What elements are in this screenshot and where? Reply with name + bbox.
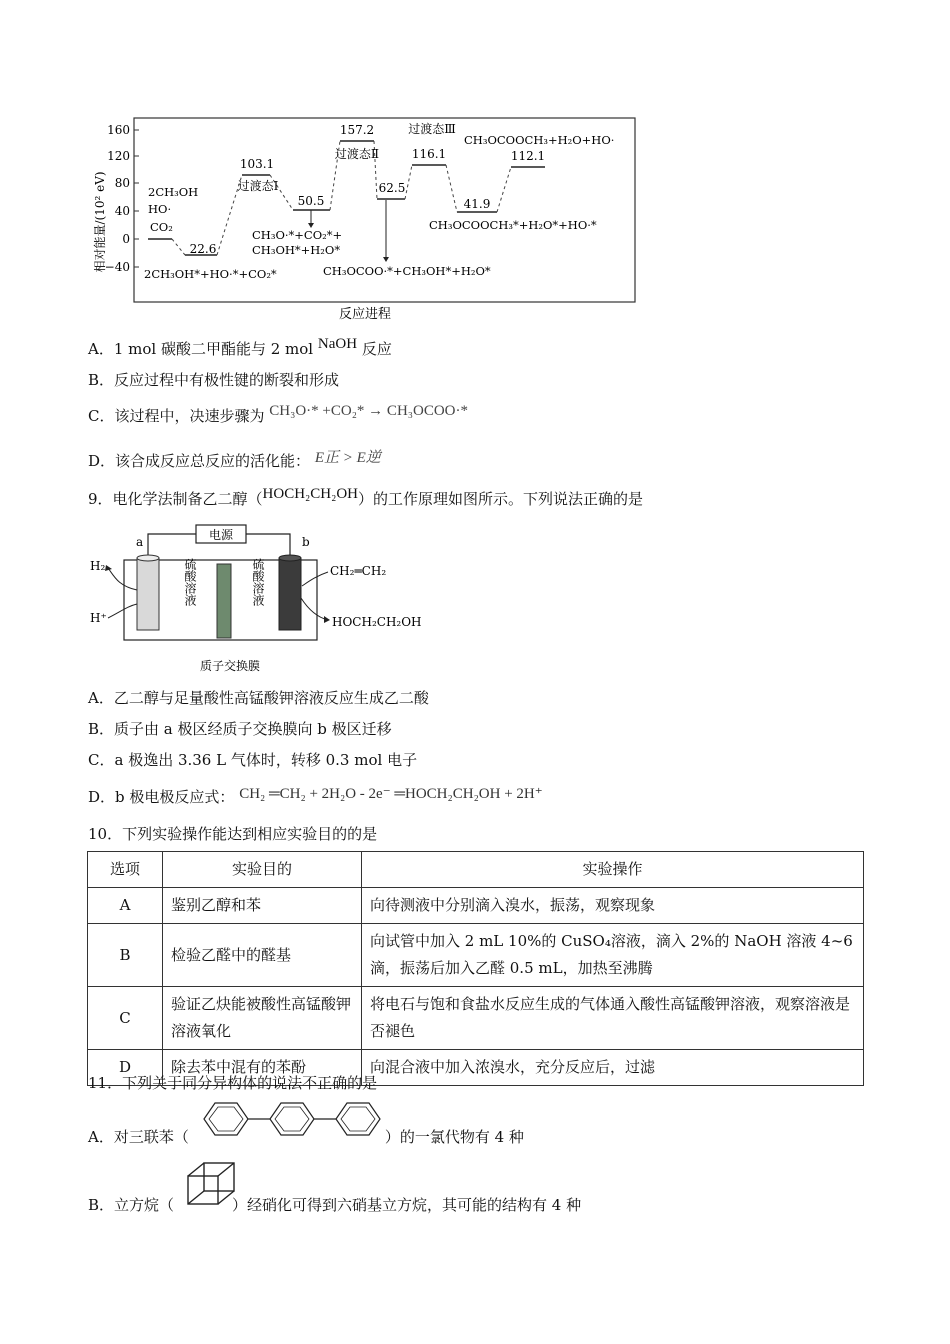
q11-option-b: B．立方烷（ ）经硝化可得到六硝基立方烷，其可能的结构有 4 种: [88, 1196, 582, 1214]
table-row: [88, 924, 864, 987]
ytick: 160: [107, 123, 130, 137]
table-header-row: [88, 852, 864, 888]
q9-stem: 9．电化学法制备乙二醇（HOCH₂CH₂OH）的工作原理如图所示。下列说法正确的是: [88, 486, 644, 508]
level-value: 62.5: [378, 181, 406, 195]
table-cell-purpose: 验证乙炔能被酸性高锰酸钾溶液氧化: [163, 987, 362, 1050]
level-value: 50.5: [297, 194, 325, 208]
table-row: [88, 888, 864, 924]
species-label: HO·: [148, 202, 172, 216]
hplus-label: H⁺: [90, 611, 107, 625]
table-cell-operation: 向试管中加入 2 mL 10%的 CuSO₄溶液，滴入 2%的 NaOH 溶液 4~6 滴，振荡后加入乙醛 0.5 mL，加热至沸腾: [362, 924, 864, 987]
table-cell-operation: 将电石与饱和食盐水反应生成的气体通入酸性高锰酸钾溶液，观察溶液是否褪色: [362, 987, 864, 1050]
q11-stem: 11．下列关于同分异构体的说法不正确的是: [88, 1074, 378, 1092]
table-row: [88, 987, 864, 1050]
q8-option-d: D．该合成反应总反应的活化能： E正 > E逆: [88, 450, 381, 470]
table-cell-option: B: [88, 924, 163, 987]
table-cell-option: D: [88, 1050, 163, 1086]
glycol-label: HOCH₂CH₂OH: [332, 615, 422, 629]
species-label: 2CH₃OH*+HO·*+CO₂*: [144, 267, 277, 281]
table-cell-purpose: 除去苯中混有的苯酚: [163, 1050, 362, 1086]
ytick: −40: [104, 260, 130, 274]
table-cell-operation: 向待测液中分别滴入溴水，振荡，观察现象: [362, 888, 864, 924]
ts2-label: 过渡态Ⅱ: [334, 147, 380, 161]
energy-diagram: [90, 112, 650, 327]
electrolysis-diagram: [88, 520, 438, 678]
electrode-a-label: a: [136, 535, 144, 549]
q8-option-b: B．反应过程中有极性键的断裂和形成: [88, 371, 340, 389]
ethylene-label: CH₂═CH₂: [330, 564, 387, 578]
level-value: 112.1: [510, 149, 546, 163]
q9-option-c: C．a 极逸出 3.36 L 气体时，转移 0.3 mol 电子: [88, 751, 418, 769]
species-label: CO₂: [150, 220, 173, 234]
level-value: 157.2: [339, 123, 375, 137]
ytick: 120: [107, 149, 130, 163]
table-header-cell: 选项: [88, 852, 163, 888]
species-label: CH₃O·*+CO₂*+: [252, 228, 343, 242]
species-label: CH₃OCOO·*+CH₃OH*+H₂O*: [323, 264, 491, 278]
species-label: CH₃OCOOCH₃+H₂O+HO·: [464, 133, 615, 147]
table-cell-operation: 向混合液中加入浓溴水，充分反应后，过滤: [362, 1050, 864, 1086]
q9-option-d: D．b 极电极反应式： CH₂ ═CH₂ + 2H₂O - 2e⁻ ═HOCH₂CH₂OH + 2H⁺: [88, 786, 543, 806]
membrane-label: 质子交换膜: [199, 659, 261, 673]
terphenyl-structure: [198, 1099, 394, 1139]
species-label: CH₃OH*+H₂O*: [252, 243, 341, 257]
ts3-label: 过渡态Ⅲ: [408, 122, 456, 136]
h2-label: H₂: [90, 559, 106, 573]
ytick: 40: [114, 204, 130, 218]
level-value: 41.9: [463, 197, 491, 211]
table-cell-option: A: [88, 888, 163, 924]
species-label: 2CH₃OH: [148, 185, 199, 199]
ts1-label: [238, 178, 279, 193]
ts1-text: 过渡态Ⅰ: [237, 179, 279, 193]
species-label: CH₃OCOOCH₃*+H₂O*+HO·*: [429, 218, 597, 232]
table-cell-purpose: 鉴别乙醇和苯: [163, 888, 362, 924]
q9-option-a: A．乙二醇与足量酸性高锰酸钾溶液反应生成乙二酸: [88, 689, 429, 707]
y-axis-label: 相对能量/(10² eV): [93, 171, 107, 273]
table-cell-option: C: [88, 987, 163, 1050]
level-value: 103.1: [239, 157, 275, 171]
electrode-b-label: b: [302, 535, 310, 549]
right-solution-label: 硫酸溶液: [251, 558, 265, 606]
q11-option-a: A．对三联苯（ ）的一氯代物有 4 种: [88, 1128, 524, 1146]
q9-option-b: B．质子由 a 极区经质子交换膜向 b 极区迁移: [88, 720, 392, 738]
ytick: 0: [122, 232, 130, 246]
table-header-cell: 实验操作: [362, 852, 864, 888]
left-solution-label: 硫酸溶液: [183, 558, 197, 606]
table-header-cell: 实验目的: [163, 852, 362, 888]
level-value: 116.1: [411, 147, 447, 161]
table-cell-purpose: 检验乙醛中的醛基: [163, 924, 362, 987]
cubane-structure: [184, 1160, 240, 1208]
level-value: 22.6: [189, 242, 217, 256]
experiment-table: [87, 851, 864, 1086]
ytick: 80: [114, 176, 130, 190]
power-source-label: 电源: [208, 528, 234, 542]
q10-stem: 10．下列实验操作能达到相应实验目的的是: [88, 825, 378, 843]
q8-option-c: C．该过程中，决速步骤为 CH₃O·* +CO₂* → CH₃OCOO·*: [88, 403, 469, 425]
q8-option-a: A．1 mol 碳酸二甲酯能与 2 mol NaOH 反应: [88, 336, 392, 358]
x-axis-label: 反应进程: [338, 307, 392, 322]
